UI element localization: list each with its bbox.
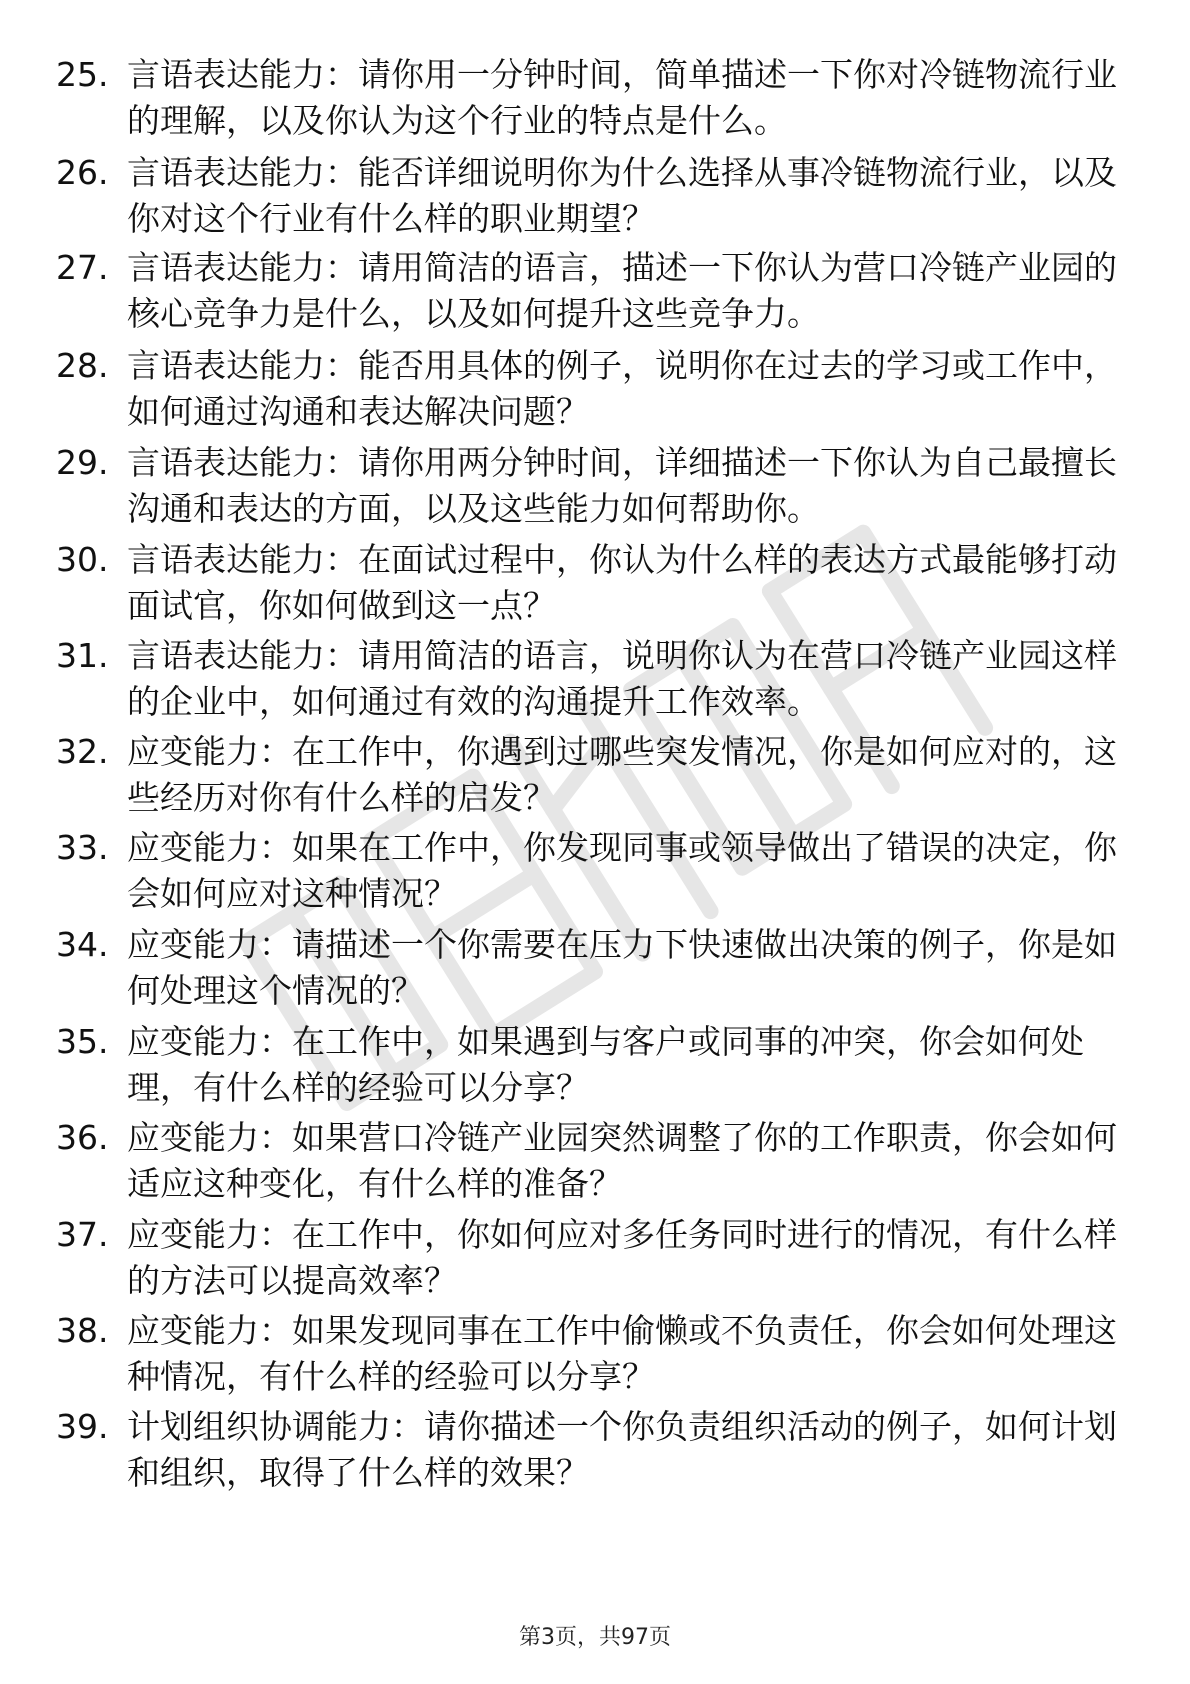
question-item bbox=[56, 245, 1136, 345]
question-number: 36. bbox=[56, 1118, 109, 1157]
question-text: 应变能力：请描述一个你需要在压力下快速做出决策的例子，你是如何处理这个情况的？ bbox=[127, 925, 1117, 1010]
question-text: 言语表达能力：能否详细说明你为什么选择从事冷链物流行业，以及你对这个行业有什么样的职业期望？ bbox=[127, 153, 1117, 238]
question-number: 25. bbox=[56, 55, 109, 94]
question-text: 言语表达能力：在面试过程中，你认为什么样的表达方式最能够打动面试官，你如何做到这一点？ bbox=[127, 540, 1117, 625]
question-item bbox=[56, 1212, 1136, 1312]
question-number: 27. bbox=[56, 248, 109, 287]
question-text: 计划组织协调能力：请你描述一个你负责组织活动的例子，如何计划和组织，取得了什么样的效果？ bbox=[127, 1407, 1117, 1492]
question-item bbox=[56, 343, 1136, 443]
question-item bbox=[56, 1019, 1136, 1119]
page-number-footer: 第3页，共97页 bbox=[519, 1625, 671, 1650]
question-text: 应变能力：如果营口冷链产业园突然调整了你的工作职责，你会如何适应这种变化，有什么样的准备？ bbox=[127, 1118, 1117, 1203]
question-number: 34. bbox=[56, 925, 109, 964]
question-number: 32. bbox=[56, 732, 109, 771]
question-item bbox=[56, 537, 1136, 637]
question-number: 39. bbox=[56, 1407, 109, 1446]
question-text: 言语表达能力：请你用一分钟时间，简单描述一下你对冷链物流行业的理解，以及你认为这个行业的特点是什么。 bbox=[127, 55, 1117, 140]
question-item bbox=[56, 825, 1136, 925]
question-item bbox=[56, 52, 1136, 152]
question-item bbox=[56, 440, 1136, 540]
question-item bbox=[56, 1308, 1136, 1408]
question-text: 言语表达能力：能否用具体的例子，说明你在过去的学习或工作中，如何通过沟通和表达解决问题？ bbox=[127, 346, 1117, 431]
question-item bbox=[56, 1115, 1136, 1215]
question-number: 29. bbox=[56, 443, 109, 482]
question-number: 30. bbox=[56, 540, 109, 579]
question-item bbox=[56, 922, 1136, 1022]
question-number: 26. bbox=[56, 153, 109, 192]
question-number: 37. bbox=[56, 1215, 109, 1254]
question-number: 38. bbox=[56, 1311, 109, 1350]
question-text: 应变能力：在工作中，你遇到过哪些突发情况，你是如何应对的，这些经历对你有什么样的启发？ bbox=[127, 732, 1117, 817]
question-item bbox=[56, 150, 1136, 250]
question-number: 28. bbox=[56, 346, 109, 385]
question-item bbox=[56, 1404, 1136, 1504]
question-number: 33. bbox=[56, 828, 109, 867]
question-item bbox=[56, 729, 1136, 829]
question-text: 应变能力：如果发现同事在工作中偷懒或不负责任，你会如何处理这种情况，有什么样的经验可以分享？ bbox=[127, 1311, 1117, 1396]
question-number: 35. bbox=[56, 1022, 109, 1061]
question-text: 言语表达能力：请你用两分钟时间，详细描述一下你认为自己最擅长沟通和表达的方面，以及这些能力如何帮助你。 bbox=[127, 443, 1117, 528]
question-text: 应变能力：在工作中，如果遇到与客户或同事的冲突，你会如何处理，有什么样的经验可以分享？ bbox=[127, 1022, 1084, 1107]
question-text: 言语表达能力：请用简洁的语言，说明你认为在营口冷链产业园这样的企业中，如何通过有效的沟通提升工作效率。 bbox=[127, 636, 1117, 721]
question-number: 31. bbox=[56, 636, 109, 675]
question-text: 应变能力：如果在工作中，你发现同事或领导做出了错误的决定，你会如何应对这种情况？ bbox=[127, 828, 1117, 913]
question-item bbox=[56, 633, 1136, 733]
question-text: 言语表达能力：请用简洁的语言，描述一下你认为营口冷链产业园的核心竞争力是什么，以及如何提升这些竞争力。 bbox=[127, 248, 1117, 333]
question-text: 应变能力：在工作中，你如何应对多任务同时进行的情况，有什么样的方法可以提高效率？ bbox=[127, 1215, 1117, 1300]
